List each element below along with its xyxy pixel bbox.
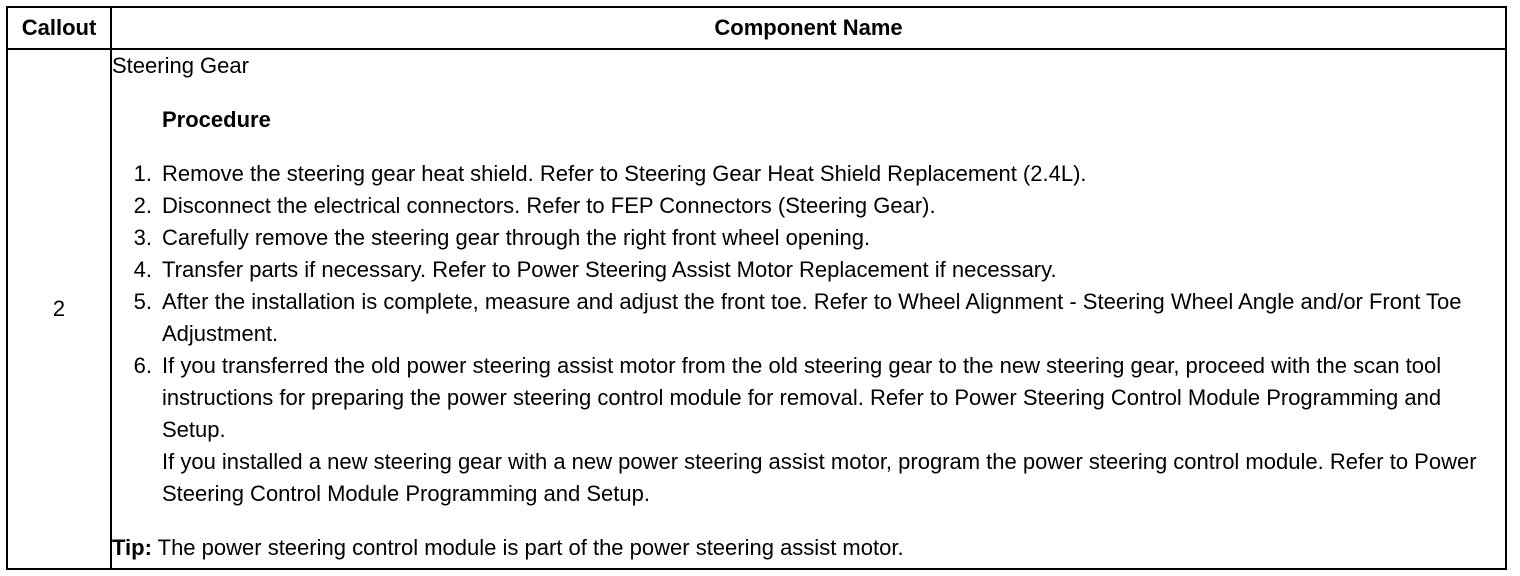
header-row [7,7,1506,49]
step-number: 3. [133,225,152,250]
step-text: Disconnect the electrical connectors. Refer to FEP Connectors (Steering Gear). [162,193,936,218]
tip-note [112,532,1505,564]
tip-text: The power steering control module is part of the power steering assist motor. [151,535,904,560]
callout-cell: 2 [7,49,111,569]
step-number: 2. [133,193,152,218]
step-number: 1. [133,161,152,186]
step-text-block [162,350,1505,510]
component-cell [111,49,1506,569]
step-number: 6. [133,353,152,378]
component-name: Steering Gear [112,53,249,78]
step-item [112,158,1505,190]
step-item [112,222,1505,254]
step-item [112,190,1505,222]
callout-header: Callout [7,7,111,49]
step-extra-text: If you installed a new steering gear with a new power steering assist motor, program the power steering control module. Refer to Power Steering Control Module Programming and Setup. [162,449,1477,506]
component-table [6,6,1507,570]
step-item [112,350,1505,510]
step-text: Carefully remove the steering gear through the right front wheel opening. [162,225,871,250]
table-row [7,49,1506,569]
component-name-header: Component Name [111,7,1506,49]
tip-label: Tip: [112,535,152,560]
step-number: 5. [133,289,152,314]
step-text: After the installation is complete, measure and adjust the front toe. Refer to Wheel Alignment - Steering Wheel Angle and/or Front Toe Adjustment. [162,289,1462,346]
step-text: Transfer parts if necessary. Refer to Power Steering Assist Motor Replacement if necessary. [162,257,1057,282]
step-text: Remove the steering gear heat shield. Refer to Steering Gear Heat Shield Replacement (2.4L). [162,161,1087,186]
step-text: If you transferred the old power steering assist motor from the old steering gear to the new steering gear, proceed with the scan tool instructions for preparing the power steering control module for removal. Refer to Power Steering Control Module Programming and Setup. [162,353,1442,442]
procedure-steps [112,158,1505,510]
step-item [112,254,1505,286]
procedure-heading: Procedure [162,107,271,132]
step-number: 4. [133,257,152,282]
step-item [112,286,1505,350]
